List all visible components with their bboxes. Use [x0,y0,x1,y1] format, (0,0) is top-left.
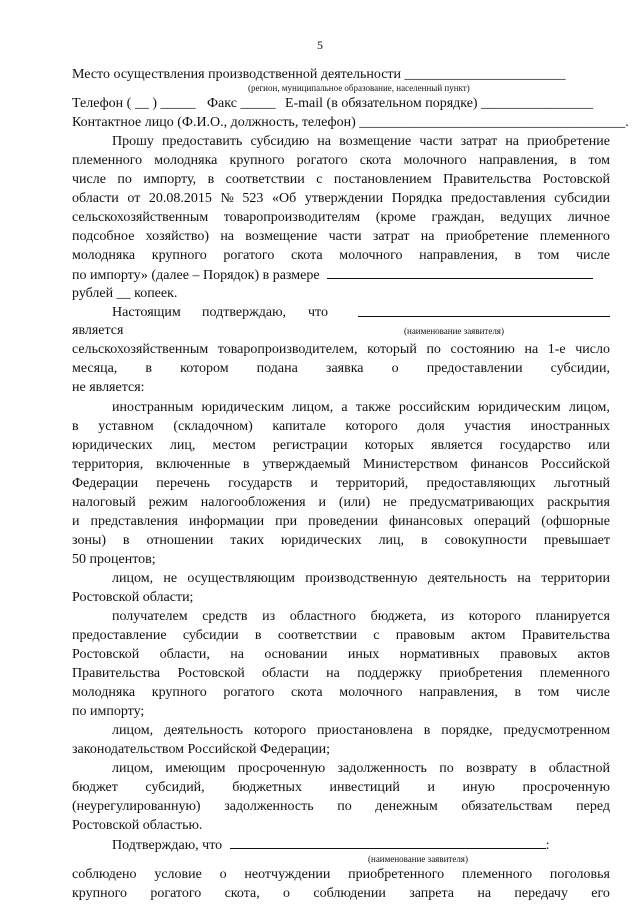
text-line [72,798,610,815]
text-line: сельскохозяйственным товаропроизводителям (кроме граждан, ведущих личное [72,210,610,225]
text-line: и представления информации при проведении финансовых операций (офшорные [72,514,610,529]
is-label: является [72,323,124,338]
text-line: лицом, имеющим просроченную задолженность по возврату в областной [112,761,610,776]
applicant-blank [358,304,610,317]
text-line: законодательством Российской Федерации; [72,742,331,757]
text-line: Федерации перечень государств и территорий, предоставляющих льготный [72,476,610,491]
fax-field: Факс _____ [207,96,276,111]
text-line: подсобное хозяйство) на возмещение части затрат на приобретение племенного [72,229,610,244]
text-line: Правительства Ростовской области на поддержку приобретения племенного [72,666,610,681]
text-line: иностранным юридическим лицом, а также российским юридическим лицом, [112,400,610,415]
final-line-2: крупного рогатого скота, о соблюдении запрета на передачу его [72,886,610,901]
text-line: юридических лиц, местом регистрации которых является государство или [72,438,610,453]
confirm2-label: Подтверждаю, что [112,838,223,853]
text-line [72,885,610,902]
confirm-word-1: Настоящим [112,305,181,320]
confirm2-line [112,836,610,854]
text-line: в уставном (складочном) капитале которого доля участия иностранных [72,419,610,434]
confirm-word-3: что [308,305,328,320]
amount-label: по импорту» (далее – Порядок) в размере [72,268,320,283]
text-line: молодняка крупного рогатого скота молочного направления, в том числе [72,685,610,700]
debt-line-3: (неурегулированную) задолженность по денежным обязательствам перед [72,799,610,814]
text-line: соблюдено условие о неотчуждении приобретенного племенного поголовья [72,867,610,882]
confirm-word-2: подтверждаю, [202,305,287,320]
text-line: лицом, деятельность которого приостановлена в порядке, предусмотренном [112,723,610,738]
text-line [72,266,610,284]
text-line [72,779,610,796]
production-location-label: Место осуществления производственной деятельности [72,67,402,82]
text-line: области от 20.08.2015 № 523 «Об утверждении Порядка предоставления субсидии [72,191,610,206]
applicant-blank-2 [230,836,546,849]
text-line: территория, включенные в утверждаемый Министерством финансов Российской [72,457,610,472]
text-line [72,360,610,377]
text-line: числе по импорту, в соответствии с постановлением Правительства Ростовской [72,172,610,187]
text-line: получателем средств из областного бюджета, из которого планируется [112,609,610,624]
text-line: Ростовской области, на основании иных нормативных правовых актов [72,647,610,662]
amount-blank [327,266,593,279]
text-line: налоговый режим налогообложения и (или) не предусматривающих раскрытия [72,495,610,510]
confirm2-colon: : [545,838,550,853]
text-line: 50 процентов; [72,552,156,567]
debt-line-2: бюджет субсидий, бюджетных инвестиций и иную просроченную [72,780,610,795]
text-line: молодняка крупного рогатого скота молочного направления, в том числе [72,248,610,263]
text-line: сельскохозяйственным товаропроизводителем, который по состоянию на 1-е число [72,342,610,357]
text-line: Ростовской областью. [72,818,203,833]
contact-person-line: Контактное лицо (Ф.И.О., должность, телефон) ______________________________________. [72,115,629,130]
applicant-caption-2: (наименование заявителя) [368,854,468,864]
status-line-2: месяца, в котором подана заявка о предоставлении субсидии, [72,361,610,376]
phone-field: Телефон ( __ ) _____ [72,96,196,111]
text-line: по импорту; [72,704,145,719]
contacts-line [72,95,610,112]
region-caption: (регион, муниципальное образование, населенный пункт) [248,83,470,93]
text-line: рублей __ копеек. [72,286,178,301]
email-field: E-mail (в обязательном порядке) ________________ [284,96,594,111]
text-line: Прошу предоставить субсидию на возмещение части затрат на приобретение [112,134,610,149]
production-location-line [72,66,610,83]
text-line: предоставление субсидии в соответствии с правовым актом Правительства [72,628,610,643]
text-line: Ростовской области; [72,590,194,605]
production-location-blank: _______________________ [404,67,566,82]
applicant-caption: (наименование заявителя) [404,326,504,336]
text-line: лицом, не осуществляющим производственную деятельность на территории [112,571,610,586]
text-line: не является: [72,380,145,395]
text-line: зоны) в отношении таких юридических лиц, в совокупности превышает [72,533,610,548]
page-number: 5 [317,38,323,52]
text-line: племенного молодняка крупного рогатого скота молочного направления, в том [72,153,610,168]
